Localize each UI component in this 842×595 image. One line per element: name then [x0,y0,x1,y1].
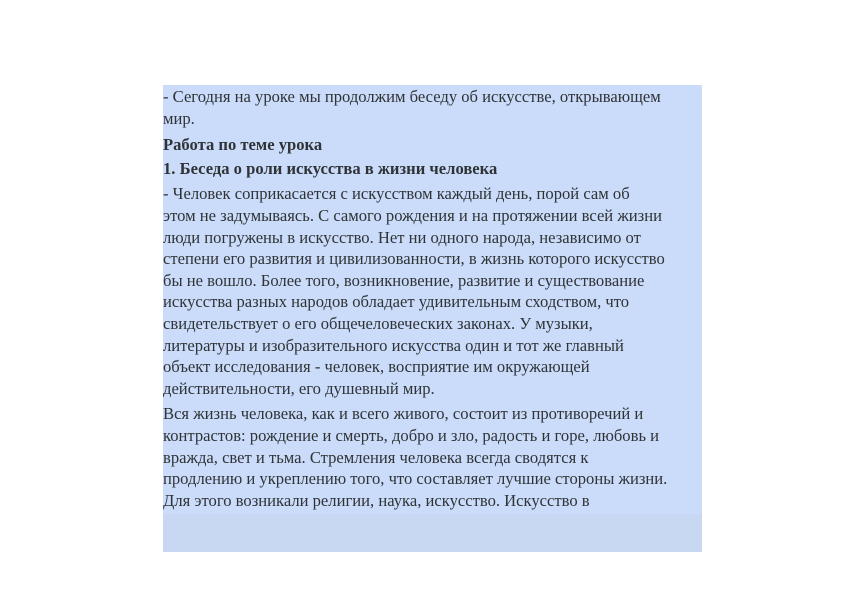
paragraph-line: бы не вошло. Более того, возникновение, развитие и существование [163,270,645,290]
body-paragraph-2 [163,403,702,511]
paragraph-line: продлению и укреплению того, что составляет лучшие стороны жизни. [163,469,668,489]
text-area [163,85,702,514]
intro-paragraph [163,86,702,129]
subsection-heading: 1. Беседа о роли искусства в жизни человека [163,158,498,178]
section-heading: Работа по теме урока [163,135,323,155]
paragraph-line: литературы и изобразительного искусства один и тот же главный [163,335,624,355]
paragraph-line: Вся жизнь человека, как и всего живого, состоит из противоречий и [163,404,644,424]
paragraph-line: свидетельствует о его общечеловеческих законах. У музыки, [163,313,593,333]
paragraph-line: - Человек соприкасается с искусством каждый день, порой сам об [163,184,630,204]
paragraph-line: контрастов: рождение и смерть, добро и зло, радость и горе, любовь и [163,425,660,445]
intro-line: мир. [163,108,195,128]
paragraph-line: люди погружены в искусство. Нет ни одного народа, независимо от [163,227,641,247]
paragraph-line: действительности, его душевный мир. [163,378,435,398]
paragraph-line: объект исследования - человек, восприятие им окружающей [163,357,590,377]
body-paragraph-1 [163,183,702,399]
intro-line: - Сегодня на уроке мы продолжим беседу об искусстве, открывающем [163,87,661,106]
paragraph-line: искусства разных народов обладает удивительным сходством, что [163,292,630,312]
paragraph-line: вражда, свет и тьма. Стремления человека всегда сводятся к [163,447,589,467]
slide-content-block [163,85,702,552]
paragraph-line: Для этого возникали религии, наука, искусство. Искусство в [163,490,590,510]
paragraph-line: этом не задумываясь. С самого рождения и на протяжении всей жизни [163,205,662,225]
paragraph-line: степени его развития и цивилизованности, в жизнь которого искусство [163,249,665,269]
